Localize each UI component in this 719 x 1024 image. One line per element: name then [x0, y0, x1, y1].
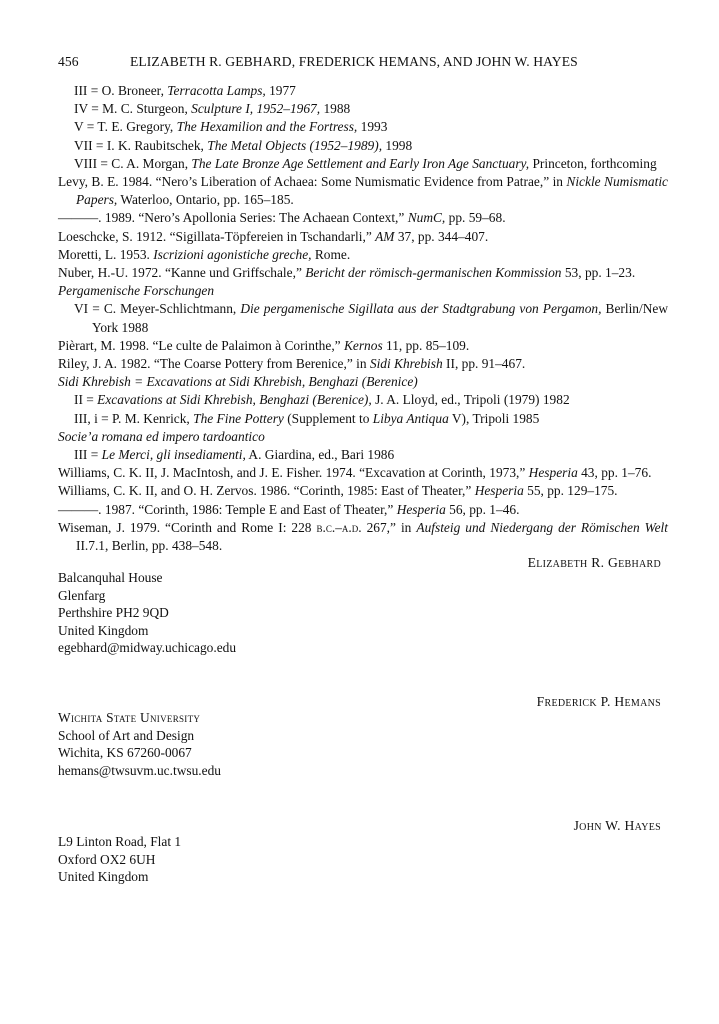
running-title: ELIZABETH R. GEBHARD, FREDERICK HEMANS, AND JOHN W. HAYES — [130, 54, 578, 69]
page-number: 456 — [58, 54, 79, 69]
reference-entry — [58, 246, 668, 264]
address-line: Perthshire PH2 9QD — [58, 605, 169, 621]
address-block-gebhard — [58, 569, 236, 657]
reference-list — [58, 82, 668, 555]
reference-italic-text: Le Merci, gli insediamenti, — [101, 447, 246, 463]
reference-entry — [58, 446, 668, 464]
reference-entry — [58, 173, 668, 209]
reference-text: Princeton, forthcoming — [529, 155, 657, 171]
reference-italic-text: Kernos — [343, 337, 383, 353]
reference-entry — [58, 428, 668, 446]
reference-italic-text: Terracotta Lamps, — [167, 83, 266, 98]
reference-text: VII = I. K. Raubitschek, — [74, 137, 208, 153]
reference-italic-text: Die pergamenische Sigillata aus der Stadtgrabung von Pergamon, — [240, 301, 602, 317]
reference-italic-text: Nickle Numismatic Papers, — [76, 174, 669, 208]
reference-text: II, pp. 91–467. — [442, 356, 526, 372]
reference-entry — [58, 100, 668, 118]
reference-text: 267,” in — [361, 519, 417, 535]
reference-text: 53, pp. 1–23. — [561, 265, 636, 281]
reference-text: (Supplement to — [283, 410, 373, 426]
reference-entry — [58, 155, 668, 173]
reference-entry — [58, 264, 668, 282]
reference-italic-text: Sidi Khrebish — [369, 356, 443, 372]
reference-italic-text: The Metal Objects (1952–1989), — [207, 137, 383, 153]
address-line: Wichita, KS 67260-0067 — [58, 745, 192, 761]
reference-text: 37, pp. 344–407. — [394, 228, 489, 244]
reference-entry — [58, 482, 668, 500]
reference-text: ———. 1989. “Nero’s Apollonia Series: The Achaean Context,” — [58, 210, 408, 226]
reference-text: VI = C. Meyer-Schlichtmann, — [74, 301, 241, 317]
reference-italic-text: Iscrizioni agonistiche greche, — [153, 246, 312, 262]
reference-italic-text: Excavations at Sidi Khrebish, Benghazi (Berenice), — [97, 392, 372, 408]
reference-text: Levy, B. E. 1984. “Nero’s Liberation of Achaea: Some Numismatic Evidence from Patrae,” in — [58, 174, 567, 190]
reference-entry — [58, 337, 668, 355]
address-block-hayes — [58, 833, 181, 886]
reference-text: Rome. — [311, 246, 351, 262]
reference-text: Williams, C. K. II, J. MacIntosh, and J. E. Fisher. 1974. “Excavation at Corinth, 1973,” — [58, 465, 529, 481]
reference-text: II = — [74, 392, 98, 408]
email-link[interactable]: hemans@twsuvm.uc.twsu.edu — [58, 762, 221, 778]
reference-text: 1993 — [357, 119, 388, 135]
reference-text: 43, pp. 1–76. — [577, 465, 652, 481]
reference-entry — [58, 519, 668, 555]
reference-text: VIII = C. A. Morgan, — [74, 155, 192, 171]
reference-italic-text: Socie’a romana ed impero tardoantico — [58, 428, 265, 444]
reference-text: Moretti, L. 1953. — [58, 246, 154, 262]
reference-italic-text: The Fine Pottery — [193, 410, 284, 426]
reference-text: Pièrart, M. 1998. “Le culte de Palaimon à Corinthe,” — [58, 337, 344, 353]
reference-entry — [58, 300, 668, 336]
address-line: School of Art and Design — [58, 727, 195, 743]
reference-italic-text: Hesperia — [474, 483, 524, 499]
reference-entry — [58, 355, 668, 373]
reference-text: III, i = P. M. Kenrick, — [74, 410, 194, 426]
reference-text: 1988 — [320, 101, 351, 117]
reference-entry — [58, 391, 668, 409]
reference-entry — [58, 209, 668, 227]
reference-entry — [58, 137, 668, 155]
address-line: United Kingdom — [58, 869, 149, 885]
reference-entry — [58, 464, 668, 482]
reference-italic-text: Sidi Khrebish = Excavations at Sidi Khrebish, Benghazi (Berenice) — [58, 374, 418, 390]
author-signature-hayes: John W. Hayes — [573, 818, 661, 833]
reference-italic-text: Hesperia — [528, 465, 578, 481]
reference-text: Riley, J. A. 1982. “The Coarse Pottery from Berenice,” in — [58, 356, 370, 372]
reference-text: 1977 — [265, 83, 296, 98]
reference-italic-text: AM — [375, 228, 395, 244]
address-line: Glenfarg — [58, 587, 106, 603]
reference-entry — [58, 82, 668, 100]
reference-italic-text: Pergamenische Forschungen — [58, 283, 215, 299]
reference-text: pp. 59–68. — [445, 210, 506, 226]
reference-text: Wiseman, J. 1979. “Corinth and Rome I: 228 — [58, 519, 317, 535]
reference-italic-text: Bericht der römisch-germanischen Kommission — [305, 265, 562, 281]
reference-text: Loeschcke, S. 1912. “Sigillata-Töpfereien in Tschandarli,” — [58, 228, 376, 244]
reference-italic-text: Sculpture I, 1952–1967, — [191, 101, 321, 117]
reference-text: Williams, C. K. II, and O. H. Zervos. 1986. “Corinth, 1985: East of Theater,” — [58, 483, 475, 499]
reference-entry — [58, 228, 668, 246]
reference-text: J. A. Lloyd, ed., Tripoli (1979) 1982 — [371, 392, 570, 408]
address-line: L9 Linton Road, Flat 1 — [58, 834, 182, 849]
address-line: Oxford OX2 6UH — [58, 851, 156, 867]
reference-entry — [58, 410, 668, 428]
reference-entry — [58, 118, 668, 136]
reference-text: IV = M. C. Sturgeon, — [74, 101, 192, 117]
reference-entry — [58, 373, 668, 391]
reference-entry — [58, 282, 668, 300]
author-signature-gebhard: Elizabeth R. Gebhard — [527, 555, 661, 570]
reference-text: Waterloo, Ontario, pp. 165–185. — [117, 192, 294, 208]
reference-text: ———. 1987. “Corinth, 1986: Temple E and East of Theater,” — [58, 501, 397, 517]
reference-text: V), Tripoli 1985 — [448, 410, 540, 426]
reference-italic-text: The Late Bronze Age Settlement and Early Iron Age Sanctuary, — [191, 155, 530, 171]
reference-italic-text: The Hexamilion and the Fortress, — [176, 119, 358, 135]
reference-italic-text: Libya Antiqua — [372, 410, 449, 426]
reference-italic-text: Hesperia — [396, 501, 446, 517]
author-signature-hemans: Frederick P. Hemans — [536, 694, 661, 709]
reference-text: 56, pp. 1–46. — [445, 501, 520, 517]
reference-entry — [58, 501, 668, 519]
reference-text: III = O. Broneer, — [74, 83, 168, 98]
reference-text: 1998 — [382, 137, 413, 153]
reference-text: 11, pp. 85–109. — [382, 337, 470, 353]
reference-text: Nuber, H.-U. 1972. “Kanne und Griffschale,” — [58, 265, 306, 281]
address-line: United Kingdom — [58, 622, 149, 638]
reference-italic-text: Aufsteig und Niedergang der Römischen Welt — [416, 519, 668, 535]
address-block-hemans — [58, 709, 221, 779]
email-link[interactable]: egebhard@midway.uchicago.edu — [58, 640, 237, 656]
reference-text: II.7.1, Berlin, pp. 438–548. — [76, 538, 223, 554]
reference-text: A. Giardina, ed., Bari 1986 — [245, 447, 395, 463]
reference-text: V = T. E. Gregory, — [74, 119, 177, 135]
reference-text: III = — [74, 447, 102, 463]
reference-italic-text: NumC, — [407, 210, 446, 226]
reference-text: Berlin/New York 1988 — [92, 301, 668, 335]
reference-text: b.c.–a.d. — [316, 519, 362, 535]
address-line: Balcanquhal House — [58, 570, 163, 585]
institution-name: Wichita State University — [58, 710, 201, 725]
reference-text: 55, pp. 129–175. — [523, 483, 618, 499]
